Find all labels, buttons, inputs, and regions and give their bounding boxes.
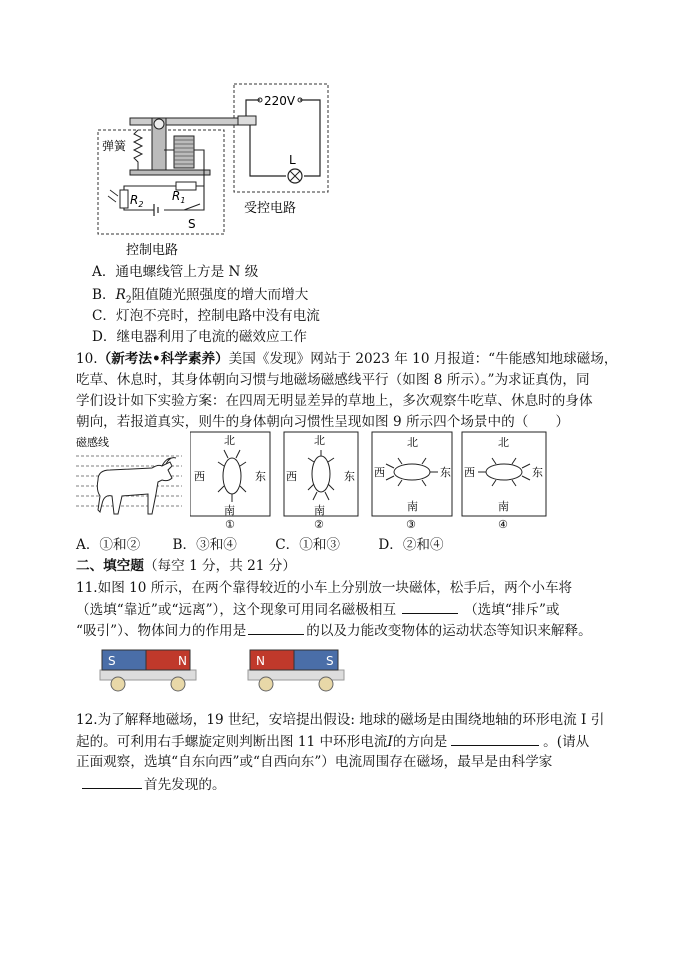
cow-topview-2 bbox=[312, 456, 330, 492]
svg-text:西: 西 bbox=[194, 470, 205, 483]
switch-icon bbox=[184, 204, 200, 210]
section-title: 二、填空题 bbox=[76, 558, 144, 574]
scene-label-1: ① bbox=[225, 518, 235, 531]
figure-9-scenes bbox=[190, 430, 552, 532]
voltage-label: 220V bbox=[264, 94, 296, 108]
svg-text:西: 西 bbox=[374, 466, 385, 479]
battery-icon bbox=[154, 204, 158, 216]
q11-line-1: 11.如图 10 所示，在两个靠得较近的小车上分别放一块磁体，松手后，两个小车将 bbox=[76, 580, 573, 596]
svg-text:南: 南 bbox=[498, 500, 509, 513]
scene-label-3: ③ bbox=[406, 518, 416, 531]
q12-blank-2[interactable] bbox=[82, 774, 142, 789]
r1-label: R bbox=[172, 189, 181, 203]
spring-label: 弹簧 bbox=[102, 139, 127, 153]
scene-label-4: ④ bbox=[498, 518, 508, 531]
current-symbol: I bbox=[387, 734, 393, 750]
svg-text:S: S bbox=[108, 654, 116, 668]
q10-option-a: A．①和② bbox=[76, 537, 141, 553]
q10-option-d: D．②和④ bbox=[378, 537, 444, 553]
figure-10-carts bbox=[96, 644, 358, 694]
r2-sub: 2 bbox=[138, 200, 144, 209]
svg-text:西: 西 bbox=[464, 466, 475, 479]
q11-blank-2[interactable] bbox=[402, 599, 458, 614]
q12-line-2: 起的。可利用右手螺旋定则判断出图 11 中环形电流I的方向是 。(请从 bbox=[76, 731, 589, 752]
q10-option-b: B．③和④ bbox=[172, 537, 237, 553]
q11-blank-3[interactable] bbox=[248, 620, 304, 635]
q9-option-b: B．$R_2$阻值随光照强度的增大而增大 bbox=[92, 287, 309, 306]
controlled-circuit-label: 受控电路 bbox=[244, 201, 297, 216]
control-circuit-label: 控制电路 bbox=[126, 243, 179, 258]
r2-resistor bbox=[120, 190, 128, 208]
q12-line-4: 首先发现的。 bbox=[82, 774, 226, 795]
wheel-icon bbox=[259, 677, 273, 691]
q12-blank-1[interactable] bbox=[451, 731, 539, 746]
svg-text:北: 北 bbox=[314, 434, 325, 447]
r2-label: R bbox=[130, 193, 139, 207]
section-note: （每空 1 分，共 21 分） bbox=[143, 558, 296, 574]
svg-text:西: 西 bbox=[286, 470, 297, 483]
scene-label-2: ② bbox=[314, 518, 324, 531]
svg-text:南: 南 bbox=[407, 500, 418, 513]
q11-line-2: （选填“靠近”或“远离”），这个现象可用同名磁极相互 （选填“排斥”或 bbox=[76, 599, 560, 620]
section-2-heading bbox=[76, 556, 296, 576]
svg-text:N: N bbox=[256, 654, 265, 668]
svg-text:N: N bbox=[178, 654, 187, 668]
svg-text:南: 南 bbox=[224, 504, 235, 517]
svg-text:东: 东 bbox=[532, 466, 543, 479]
cow-topview-4 bbox=[486, 464, 522, 480]
switch-label: S bbox=[188, 217, 196, 231]
q10-tag: （新考法•科学素养） bbox=[97, 351, 229, 367]
q11-line-3: “吸引”）、物体间力的作用是 的以及力能改变物体的运动状态等知识来解释。 bbox=[76, 620, 592, 641]
svg-text:北: 北 bbox=[498, 436, 509, 449]
r1-sub: 1 bbox=[180, 196, 186, 205]
spring-icon bbox=[134, 130, 142, 170]
q10-option-c: C．①和③ bbox=[275, 537, 341, 553]
svg-text:R1 bbox=[172, 189, 185, 205]
svg-text:R2 bbox=[130, 193, 143, 209]
field-line-label: 磁感线 bbox=[76, 436, 109, 449]
q9-option-c: C．灯泡不亮时，控制电路中没有电流 bbox=[92, 308, 320, 324]
q10-line-4: 朝向，若报道真实，则牛的身体朝向习惯性呈现如图 9 所示四个场景中的（ ） bbox=[76, 414, 570, 430]
q10-number: 10. bbox=[76, 351, 98, 367]
q12-line-3: 正面观察，选填“自东向西”或“自西向东”）电流周围存在磁场，最早是由科学家 bbox=[76, 754, 553, 770]
svg-text:S: S bbox=[326, 654, 334, 668]
svg-text:东: 东 bbox=[255, 470, 266, 483]
q10-line-2: 吃草、休息时，其身体朝向习惯与地磁场磁感线平行（如图 8 所示）。”为求证真伪，同 bbox=[76, 372, 590, 388]
svg-text:东: 东 bbox=[344, 470, 355, 483]
q10-line-1: 10.（新考法•科学素养）美国《发现》网站于 2023 年 10 月报道：“牛能感知地球磁场， bbox=[76, 351, 618, 367]
figure-8-cow bbox=[76, 434, 184, 520]
svg-text:南: 南 bbox=[314, 504, 325, 517]
armature bbox=[130, 118, 238, 125]
q10-options bbox=[76, 535, 444, 555]
cow-topview-1 bbox=[223, 458, 241, 494]
wheel-icon bbox=[319, 677, 333, 691]
q9-option-d: D．继电器利用了电流的磁效应工作 bbox=[92, 329, 307, 345]
svg-text:北: 北 bbox=[407, 436, 418, 449]
svg-text:东: 东 bbox=[440, 466, 451, 479]
relay-circuit-diagram bbox=[90, 78, 340, 260]
wheel-icon bbox=[111, 677, 125, 691]
q9-option-a: A．通电螺线管上方是 N 级 bbox=[92, 264, 259, 280]
wheel-icon bbox=[171, 677, 185, 691]
q10-line-3: 学们设计如下实验方案：在四周无明显差异的草地上，多次观察牛吃草、休息时的身体 bbox=[76, 393, 593, 409]
cow-topview-3 bbox=[394, 464, 430, 480]
lamp-label: L bbox=[289, 153, 296, 167]
q12-line-1: 12.为了解释地磁场，19 世纪，安培提出假设: 地球的磁场是由围绕地轴的环形电流 I 引 bbox=[76, 712, 605, 728]
svg-text:北: 北 bbox=[224, 434, 235, 447]
